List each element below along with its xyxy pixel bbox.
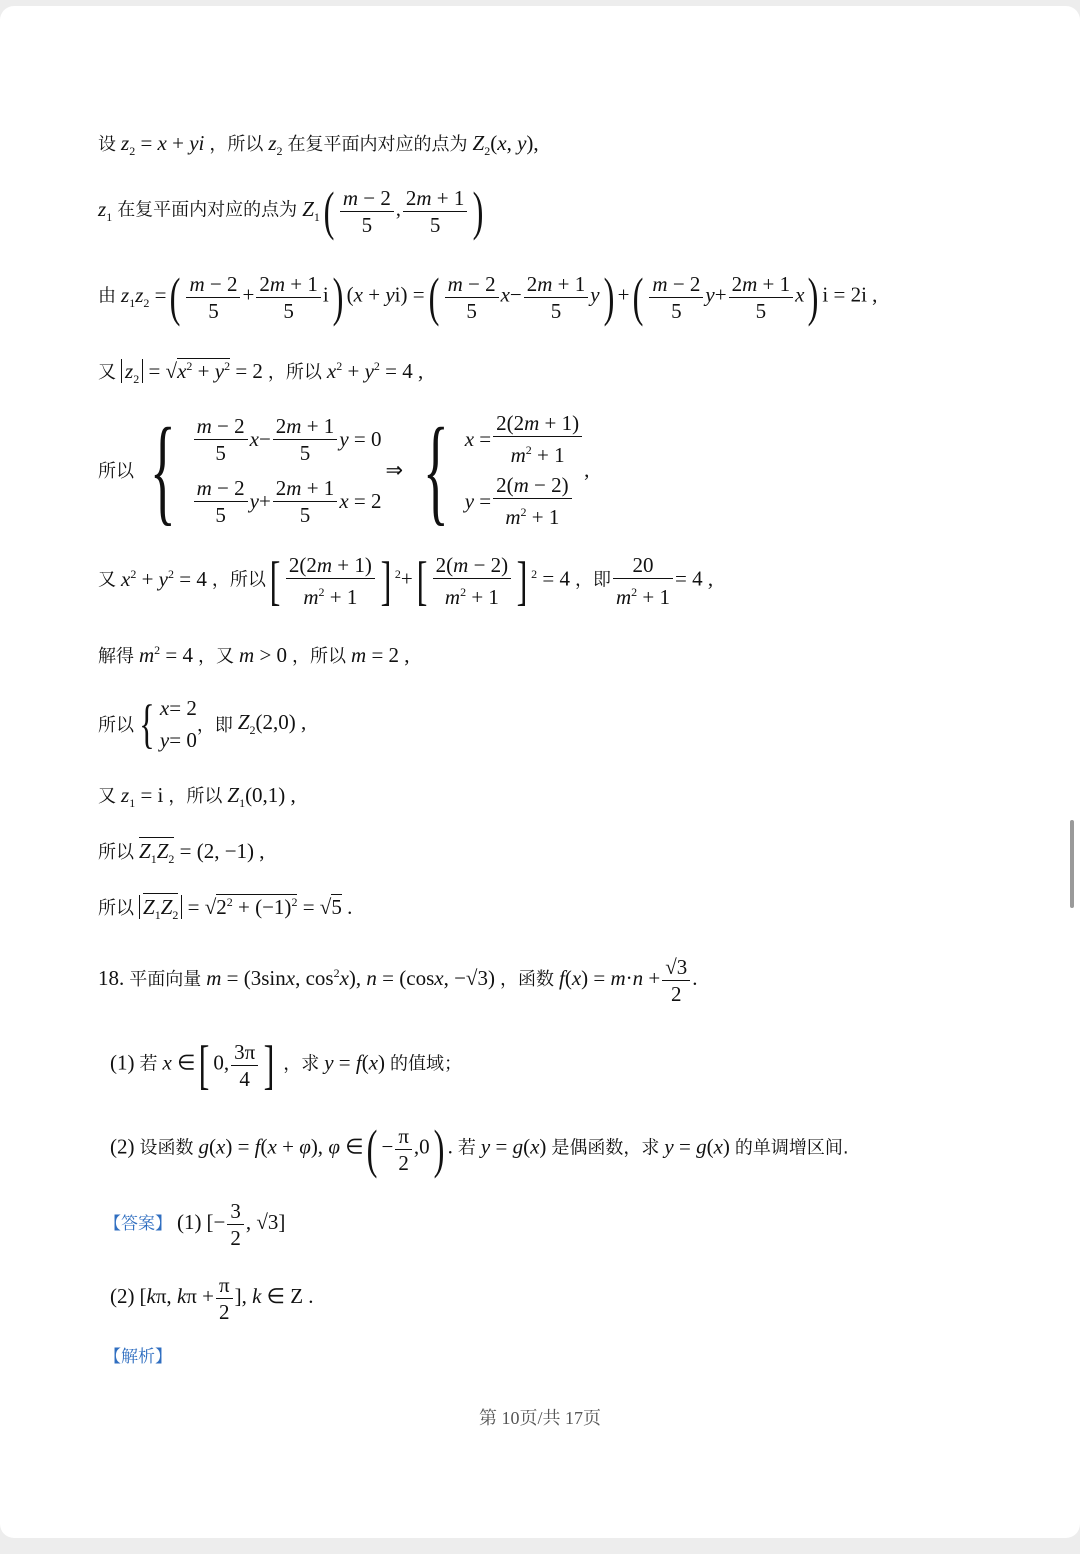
line-substitute: 又 $x^2 + y^2 = 4$ ，所以[ $\frac{2(2m + 1)}{m^2 + 1}$ ] $^2$+[ $\frac{2(m - 2)}{m^2 + 1}$ ] $^2$ = 4 ，即 $\frac{20}{m^2 + 1}$ = 4 ,	[98, 551, 714, 611]
answer-label: 【答案】	[104, 1214, 172, 1235]
line-vector: 所以 $Z_1Z_2 = (2$, −1) ,	[98, 839, 265, 867]
document-page	[0, 6, 1080, 1538]
question-18-stem: 18. 平面向量 m = (3sinx, $\cos^2x$), n = (cosx, −√3) ，函数 f(x) = m·n + $\frac{√3}{2}$ .	[98, 955, 698, 1006]
line-set-z2: 设 $z_2 = x$ + yi ，所以 $z_2$ 在复平面内对应的点为 $Z_2(x$, y),	[98, 131, 539, 159]
scrollbar-thumb[interactable]	[1070, 820, 1074, 908]
line-product: 由 $z_1z_2$ =( $\frac{m - 2}{5}$ + $\frac{2m + 1}{5}$ i) (x + yi) =( $\frac{m - 2}{5}$ x− $\frac{2m + 1}{5}$ y) +( $\frac{m - 2}{5}$ y+ $\frac{2m + 1}{5}$ x) i = 2i ,	[98, 267, 878, 327]
line-vector-length: 所以 $Z_1Z_2 = √2^2 + (-1)^2 = √5$ .	[98, 895, 353, 923]
line-system: 所以 { $\frac{m - 2}{5}$ x − $\frac{2m + 1}{5}$ y = 0 $\frac{m - 2}{5}$ y + $\frac{2m + 1}{5}$ x = 2 ⇒ { x = $\frac{2(2m + 1)}{m^2 + 1}$ y = $\frac{2(m - 2)}{m^2 + 1}$ ,	[98, 403, 590, 536]
analysis-label: 【解析】	[104, 1347, 172, 1367]
question-18-part1: (1) 若 x ∈[ 0, $\frac{3\pi}{4}$ ] ，求 y = f(x) 的值域；	[110, 1035, 463, 1095]
line-modulus: 又 $z_2 = √x^2 + y^2 = 2$ ，所以 $x^2 + y^2 = 4$ ,	[98, 359, 424, 387]
line-solve-m: 解得 $m^2 = 4$ ，又 m > 0 ，所以 m = 2 ,	[98, 643, 410, 667]
line-z1-point: $z_1$ 在复平面内对应的点为 $Z_1$( $\frac{m - 2}{5}$ , $\frac{2m + 1}{5}$ )	[98, 181, 484, 241]
analysis-heading	[104, 1342, 172, 1368]
line-xy-values: 所以{ x = 2 y = 0 ，即 $Z_2(2,0)$ ,	[98, 694, 307, 754]
page-footer: 第 10页/共 17页	[478, 1408, 601, 1428]
question-18-part2: (2) 设函数 g(x) = f(x + φ), φ ∈( − $\frac{\pi}{2}$ ,0) . 若 y = g(x) 是偶函数，求 y = g(x) 的单调增区间.	[110, 1119, 849, 1179]
answer-part2: (2) [kπ, kπ + $\frac{\pi}{2}$ ], k ∈ Z .	[110, 1273, 314, 1324]
line-z1: 又 $z_1 = i$ ，所以 $Z_1(0,1)$ ,	[98, 783, 296, 811]
answer-part1: 【答案】 (1) [− $\frac{3}{2}$ , √3]	[104, 1199, 286, 1250]
